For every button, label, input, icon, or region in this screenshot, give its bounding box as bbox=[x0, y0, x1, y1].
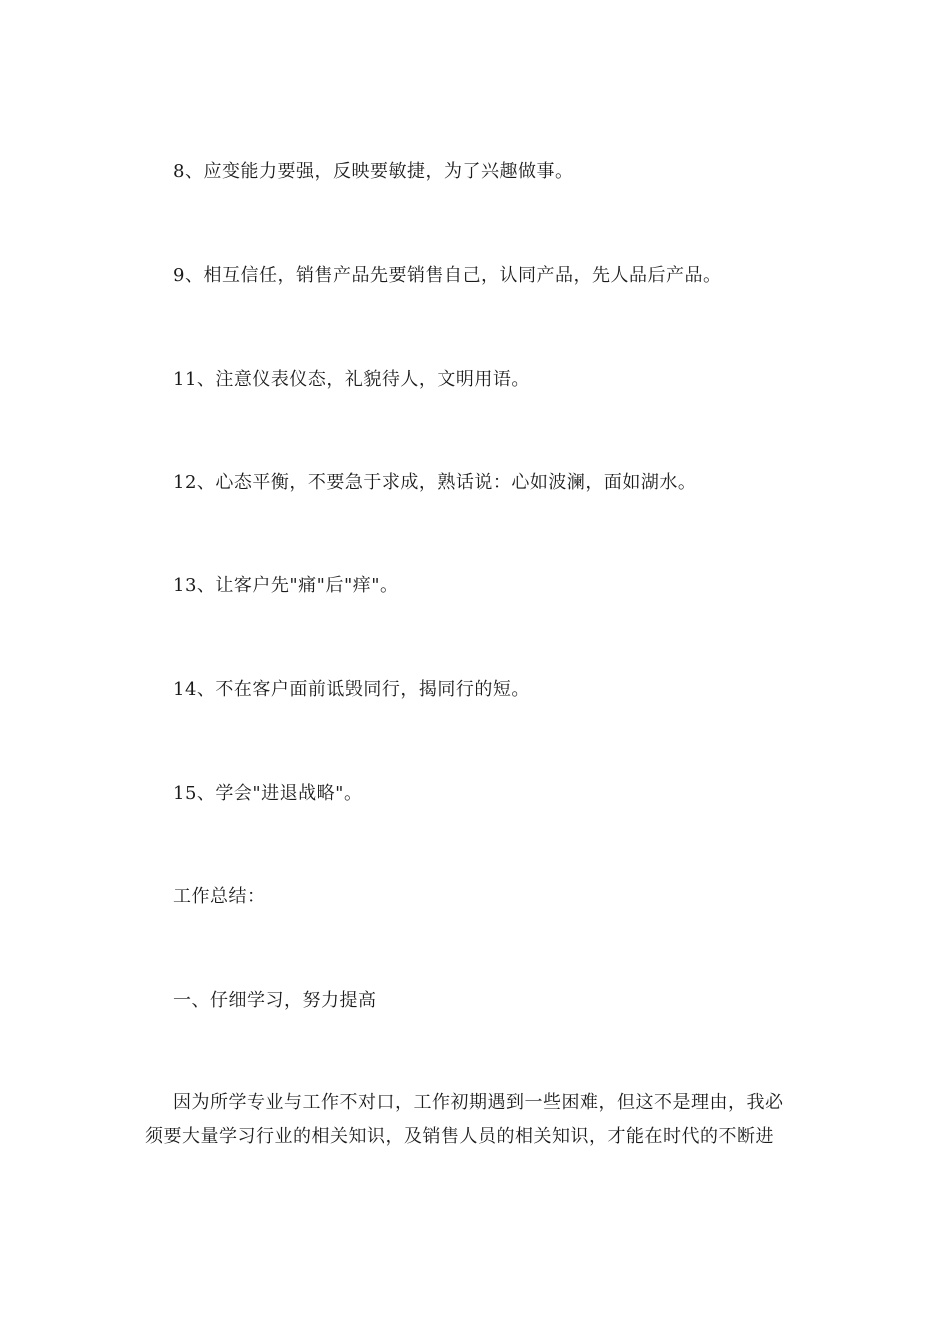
list-item-12: 12、心态平衡，不要急于求成，熟话说：心如波澜，面如湖水。 bbox=[173, 472, 697, 493]
list-item-11: 11、注意仪表仪态，礼貌待人，文明用语。 bbox=[173, 369, 530, 390]
section-title: 一、仔细学习，努力提高 bbox=[173, 990, 377, 1011]
list-item-15: 15、学会"进退战略"。 bbox=[173, 783, 363, 804]
paragraph-line-1: 因为所学专业与工作不对口，工作初期遇到一些困难，但这不是理由，我必 bbox=[173, 1092, 784, 1113]
summary-heading: 工作总结： bbox=[173, 886, 266, 907]
body-paragraph bbox=[145, 1086, 811, 1154]
list-item-14: 14、不在客户面前诋毁同行，揭同行的短。 bbox=[173, 679, 530, 700]
list-item-9: 9、相互信任，销售产品先要销售自己，认同产品，先人品后产品。 bbox=[173, 265, 722, 286]
list-item-13: 13、让客户先"痛"后"痒"。 bbox=[173, 575, 399, 596]
list-item-8: 8、应变能力要强，反映要敏捷，为了兴趣做事。 bbox=[173, 161, 574, 182]
paragraph-line-2: 须要大量学习行业的相关知识，及销售人员的相关知识，才能在时代的不断进 bbox=[145, 1126, 774, 1147]
